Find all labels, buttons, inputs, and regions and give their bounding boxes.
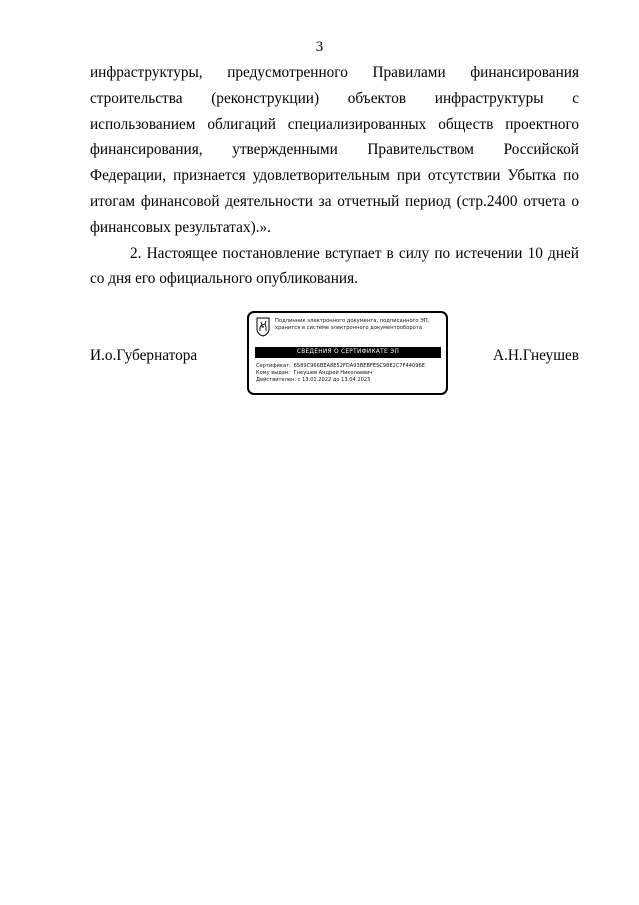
issued-to-label: Кому выдан: [256, 370, 290, 376]
certificate-details [256, 363, 446, 384]
signatory-position: И.о.Губернатора [90, 347, 198, 364]
paragraph-effective-date: 2. Настоящее постановление вступает в силу по истечении 10 дней со дня его официального опубликования. [90, 244, 579, 288]
stamp-note: Подлинник электронного документа, подписанного ЭП, хранится в системе электронного документооборота [275, 318, 430, 331]
validity-value: с 13.01.2022 до 13.04.2023 [297, 377, 371, 383]
validity-label: Действителен: [256, 377, 297, 383]
validity-row [256, 377, 446, 384]
paragraph-continuation: инфраструктуры, предусмотренного Правилами финансирования строительства (реконструкции) объектов инфраструктуры с использованием облигаций специализированных обществ проектного финансирования, утвержденными Правительством Российской Федерации, признается удовлетворительным при отсутствии Убытка по итогам финансовой деятельности за отчетный период (стр.2400 отчета о финансовых результатах).». [90, 64, 579, 236]
page-number: 3 [315, 39, 324, 55]
electronic-signature-stamp [247, 311, 448, 395]
deer-emblem-icon [256, 317, 270, 337]
stamp-banner: СВЕДЕНИЯ О СЕРТИФИКАТЕ ЭП [255, 347, 441, 358]
certificate-value: 6589C966BEA8E52FDA93BEBFE5C98E2C7F44096E [293, 363, 425, 369]
signatory-name: А.Н.Гнеушев [492, 347, 579, 364]
document-body [90, 60, 579, 292]
certificate-label: Сертификат: [256, 363, 291, 369]
issued-to-row [256, 370, 446, 377]
issued-to-value: Гнеушев Андрей Николаевич [293, 370, 373, 376]
certificate-row [256, 363, 446, 370]
